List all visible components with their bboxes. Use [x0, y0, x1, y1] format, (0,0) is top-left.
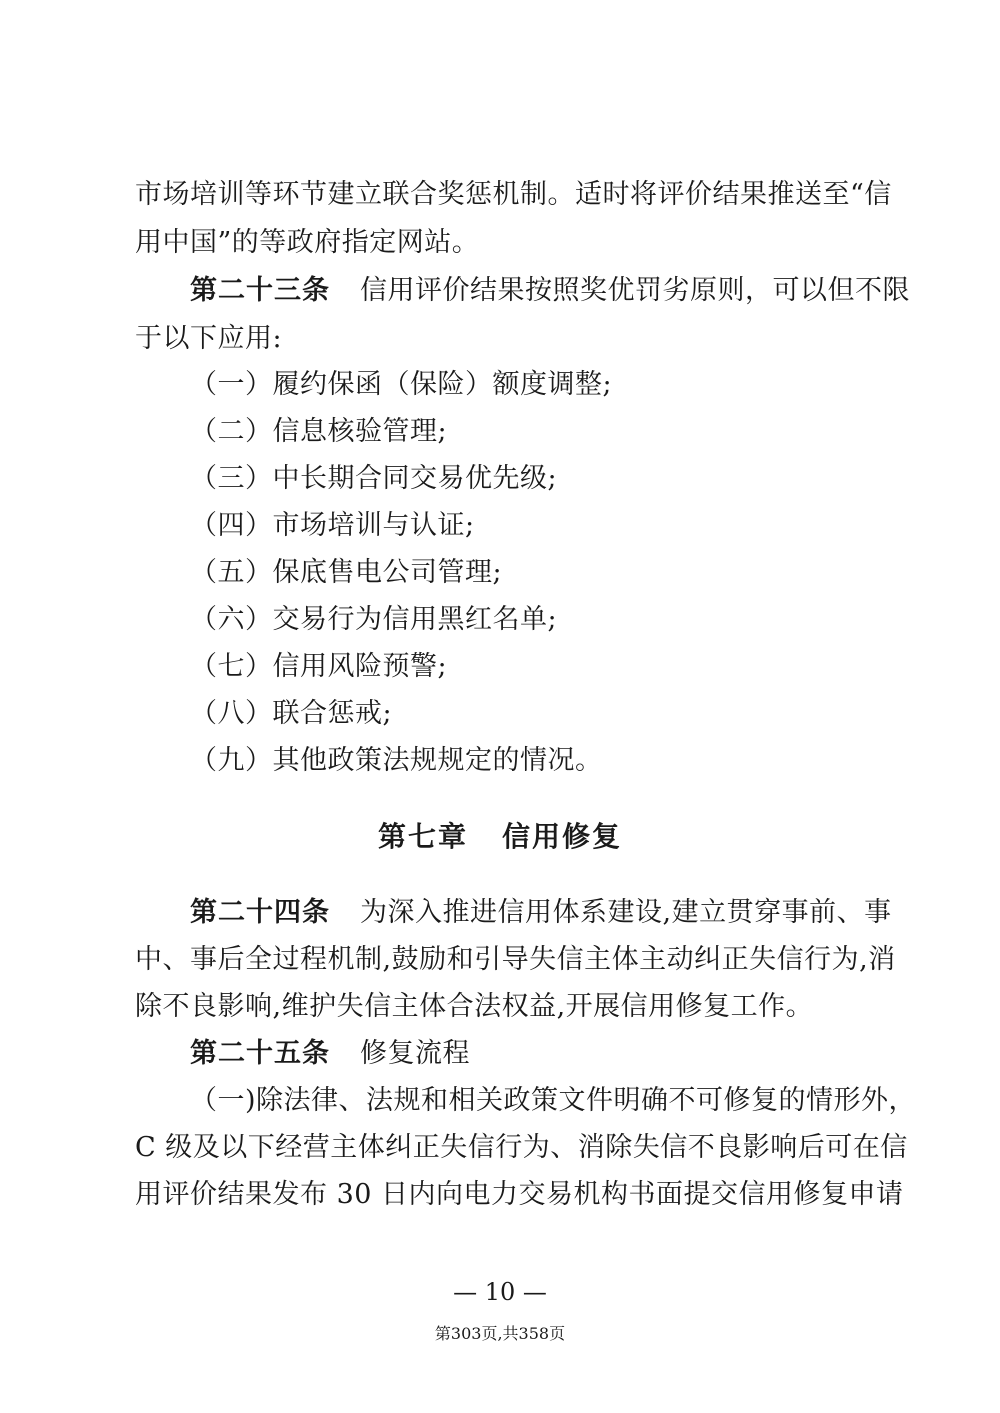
list-item: （六）交易行为信用黑红名单; [190, 604, 558, 635]
chapter-heading [0, 815, 1000, 859]
article-25-heading: 第二十五条 [190, 1038, 330, 1069]
article-24-text: 为深入推进信用体系建设,建立贯穿事前、事 [360, 897, 892, 928]
list-item: （七）信用风险预警; [190, 651, 448, 682]
list-item: （五）保底售电公司管理; [190, 557, 503, 588]
paragraph-line: 中、事后全过程机制,鼓励和引导失信主体主动纠正失信行为,消 [135, 944, 896, 975]
paragraph-line: C 级及以下经营主体纠正失信行为、消除失信不良影响后可在信 [135, 1132, 908, 1163]
list-item: （三）中长期合同交易优先级; [190, 463, 558, 494]
article-25-line [190, 1034, 875, 1074]
article-23-text: 信用评价结果按照奖优罚劣原则，可以但不限 [360, 275, 910, 306]
list-item: （二）信息核验管理; [190, 416, 448, 447]
article-23-heading: 第二十三条 [190, 275, 330, 306]
list-item: （八）联合惩戒; [190, 698, 393, 729]
article-24-heading: 第二十四条 [190, 897, 330, 928]
article-23-line [190, 271, 910, 311]
list-item: （四）市场培训与认证; [190, 510, 475, 541]
article-25-text: 修复流程 [360, 1038, 470, 1069]
paragraph-line: 市场培训等环节建立联合奖惩机制。适时将评价结果推送至“信 [135, 179, 892, 210]
paragraph-line: 用评价结果发布 30 日内向电力交易机构书面提交信用修复申请 [135, 1179, 904, 1210]
chapter-title: 信用修复 [502, 820, 623, 853]
page-counter: 第303页,共358页 [434, 1324, 566, 1343]
paragraph-line: （一)除法律、法规和相关政策文件明确不可修复的情形外， [190, 1085, 917, 1116]
paragraph-line: 除不良影响,维护失信主体合法权益,开展信用修复工作。 [135, 991, 814, 1022]
list-item: （一）履约保函（保险）额度调整; [190, 369, 613, 400]
paragraph-line: 于以下应用: [135, 323, 283, 354]
paragraph-line: 用中国”的等政府指定网站。 [135, 227, 480, 258]
chapter-number: 第七章 [377, 820, 468, 853]
list-item: （九）其他政策法规规定的情况。 [190, 745, 603, 776]
page-number: — 10 — [453, 1278, 547, 1306]
article-24-line [190, 893, 892, 933]
